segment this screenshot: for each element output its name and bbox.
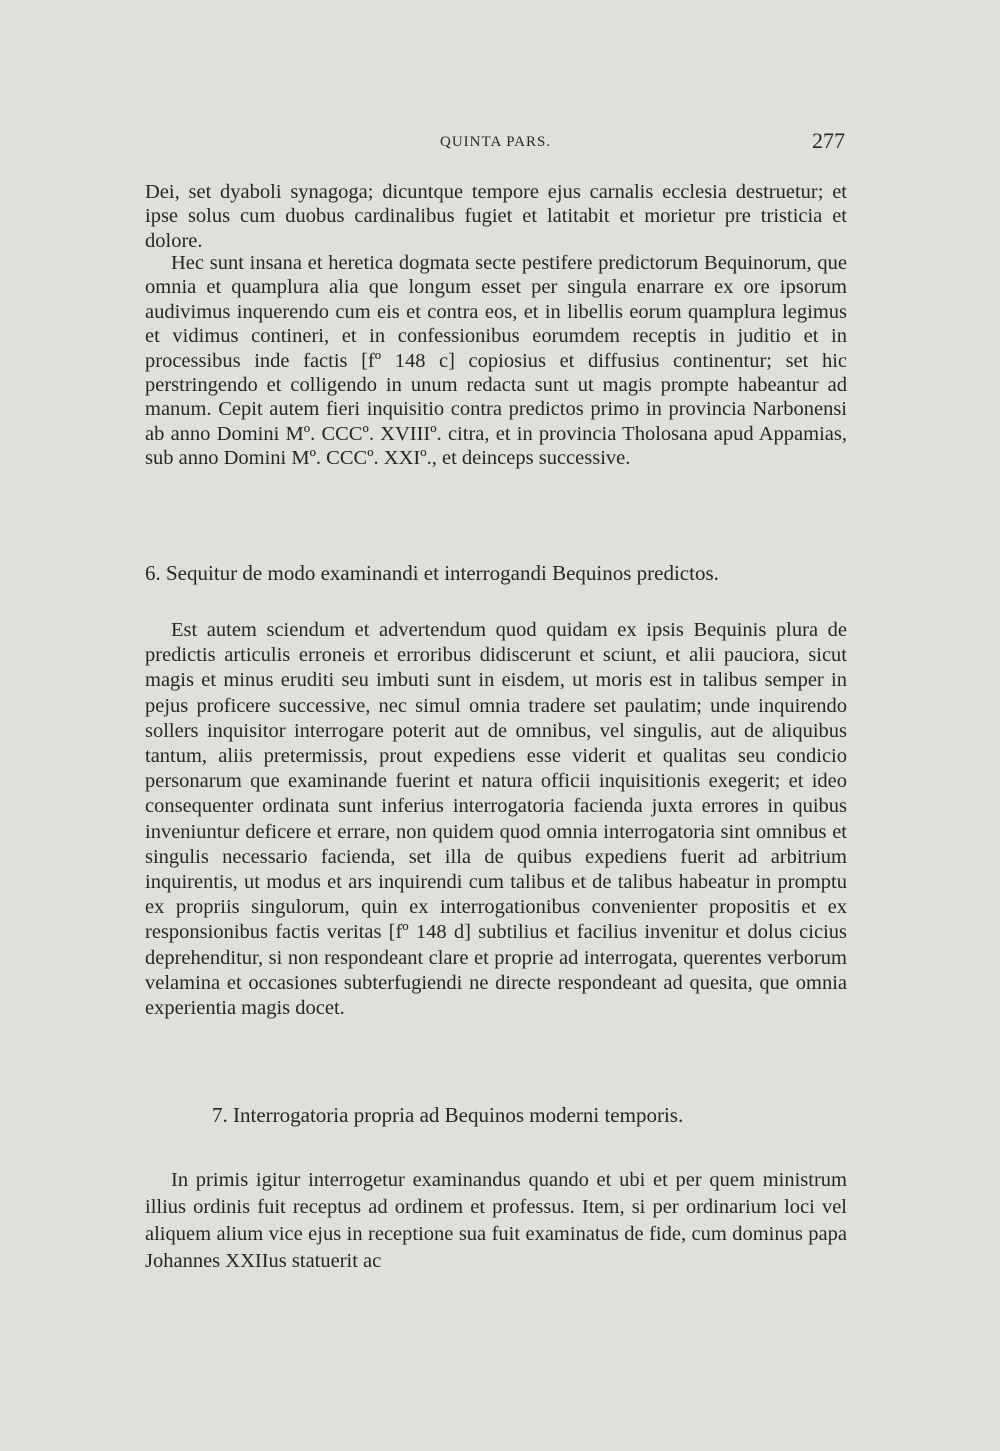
paragraph-interrogatories: In primis igitur interrogetur examinandus quando et ubi et per quem ministrum illius ordinis fuit receptus ad ordinem et professus. Item, si per ordinarium loci vel aliquem alium vice ejus in receptione sua fuit examinatus de fide, cum dominus papa Johannes XXIIus statuerit ac bbox=[145, 1169, 847, 1272]
paragraph-heretical-dogmas: Hec sunt insana et heretica dogmata secte pestifere predictorum Bequinorum, que omnia et quamplura alia que longum esset per singula enarrare ex ore ipsorum audivimus inquerendo cum eis et contra eos, et in libellis eorum quamplura legimus et vidimus contineri, et in confessionibus eorumdem receptis in juditio et in processibus inde factis [fº 148 c] copiosius et diffusius continentur; set hic perstringendo et colligendo in unum redacta sunt ut magis prompte habeantur ad manum. Cepit autem fieri inquisitio contra predictos primo in provincia Narbonensi ab anno Domini Mº. CCCº. XVIIIº. citra, et in provincia Tholosana apud Appamias, sub anno Domini Mº. CCCº. XXIº., et deinceps successive. bbox=[145, 252, 847, 470]
page-header bbox=[145, 128, 845, 158]
running-head: QUINTA PARS. bbox=[440, 134, 552, 150]
paragraph-continuation: Dei, set dyaboli synagoga; dicuntque tempore ejus carnalis ecclesia destruetur; et ipse solus cum duobus cardinalibus fugiet et latitabit et morietur pre tristicia et dolore. bbox=[145, 181, 847, 252]
page-number: 277 bbox=[812, 128, 845, 153]
section-heading-6: 6. Sequitur de modo examinandi et interrogandi Bequinos predictos. bbox=[145, 561, 719, 585]
section-heading-7: 7. Interrogatoria propria ad Bequinos moderni temporis. bbox=[212, 1103, 684, 1127]
paragraph-examination-method: Est autem sciendum et advertendum quod quidam ex ipsis Bequinis plura de predictis articulis erroneis et erroribus didiscerunt et sciunt, et alii pauciora, sicut magis et minus eruditi seu imbuti sunt in eisdem, ut moris est in talibus semper in pejus proficere successive, nec simul omnia tradere set paulatim; unde inquirendo sollers inquisitor interrogare poterit aut de omnibus, vel singulis, aut de aliquibus tantum, aliis pretermissis, prout expediens esse viderit et qualitas seu condicio personarum que examinande fuerint et natura officii inquisitionis exegerit; et ideo consequenter ordinata sunt inferius interrogatoria facienda juxta errores in quibus inveniuntur deficere et errare, non quidem quod omnia interrogatoria sint omnibus et singulis necessario facienda, set illa de quibus expediens fuerit ad arbitrium inquirentis, ut modus et ars inquirendi cum talibus et de talibus habeatur in promptu ex propriis singulorum, quin ex interrogationibus convenienter propositis et ex responsionibus factis veritas [fº 148 d] subtilius et facilius invenitur et dolus cicius deprehenditur, si non respondeant clare et proprie ad interrogata, querentes verborum velamina et occasiones subterfugiendi ne directe respondeant ad quesita, que omnia experientia magis docet. bbox=[145, 619, 847, 1020]
